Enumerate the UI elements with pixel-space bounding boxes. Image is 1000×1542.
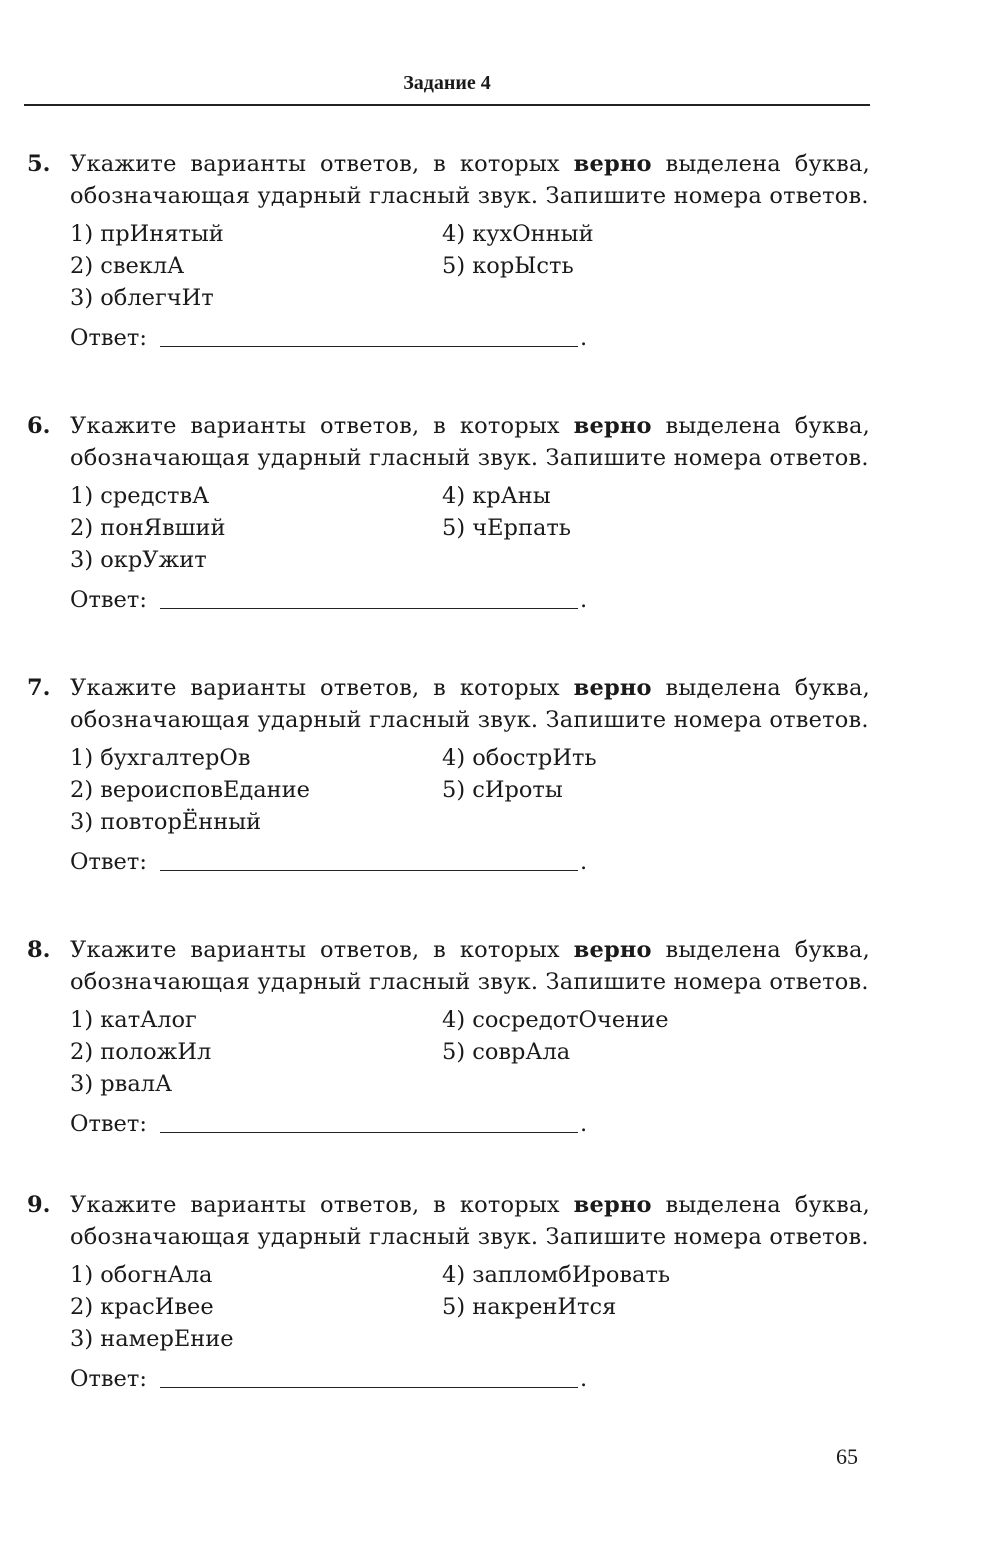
task-5 bbox=[24, 148, 870, 354]
task-6 bbox=[24, 410, 870, 616]
option: 3) рвалА bbox=[70, 1071, 173, 1097]
option bbox=[442, 1323, 862, 1355]
option bbox=[442, 806, 862, 838]
answer-end: . bbox=[580, 849, 588, 875]
page-number: 65 bbox=[836, 1444, 858, 1469]
answer-row bbox=[70, 322, 870, 354]
option: 4) сосредотОчение bbox=[442, 1007, 669, 1033]
option: 5) накренИтся bbox=[442, 1294, 617, 1320]
answer-label: Ответ: bbox=[70, 325, 147, 351]
option: 1) средствА bbox=[70, 483, 210, 509]
answer-end: . bbox=[580, 1111, 588, 1137]
option: 5) корЫсть bbox=[442, 253, 574, 279]
answer-options bbox=[70, 480, 870, 576]
option: 2) понЯвший bbox=[70, 515, 226, 541]
answer-options bbox=[70, 1004, 870, 1100]
answer-end: . bbox=[580, 587, 588, 613]
answer-label: Ответ: bbox=[70, 849, 147, 875]
answer-blank[interactable] bbox=[160, 870, 578, 871]
task-stem: Укажите варианты ответов, в которых верно выделена буква, обозначающая ударный гласный звук. Запишите номера ответов. bbox=[70, 1192, 870, 1250]
option: 1) прИнятый bbox=[70, 221, 224, 247]
task-7 bbox=[24, 672, 870, 878]
option: 1) обогнАла bbox=[70, 1262, 213, 1288]
option: 4) обострИть bbox=[442, 745, 597, 771]
task-stem: Укажите варианты ответов, в которых верно выделена буква, обозначающая ударный гласный звук. Запишите номера ответов. bbox=[70, 151, 870, 209]
option bbox=[442, 282, 862, 314]
answer-blank[interactable] bbox=[160, 1387, 578, 1388]
answer-row bbox=[70, 1108, 870, 1140]
task-number: 8. bbox=[27, 937, 51, 963]
answer-options bbox=[70, 742, 870, 838]
option bbox=[442, 544, 862, 576]
option: 1) бухгалтерОв bbox=[70, 745, 251, 771]
answer-end: . bbox=[580, 1366, 588, 1392]
task-9 bbox=[24, 1189, 870, 1395]
answer-label: Ответ: bbox=[70, 587, 147, 613]
option: 2) красИвее bbox=[70, 1294, 214, 1320]
option: 3) окрУжит bbox=[70, 547, 207, 573]
task-number: 7. bbox=[27, 675, 51, 701]
option: 2) вероисповЕдание bbox=[70, 777, 310, 803]
task-stem: Укажите варианты ответов, в которых верно выделена буква, обозначающая ударный гласный звук. Запишите номера ответов. bbox=[70, 413, 870, 471]
answer-end: . bbox=[580, 325, 588, 351]
answer-options bbox=[70, 1259, 870, 1355]
answer-options bbox=[70, 218, 870, 314]
answer-row bbox=[70, 1363, 870, 1395]
option: 4) запломбИровать bbox=[442, 1262, 671, 1288]
header-divider bbox=[24, 104, 870, 106]
option: 4) крАны bbox=[442, 483, 551, 509]
answer-row bbox=[70, 846, 870, 878]
answer-blank[interactable] bbox=[160, 346, 578, 347]
answer-label: Ответ: bbox=[70, 1111, 147, 1137]
task-number: 9. bbox=[27, 1192, 51, 1218]
section-title: Задание 4 bbox=[403, 72, 491, 94]
option: 5) соврАла bbox=[442, 1039, 571, 1065]
option: 3) повторЁнный bbox=[70, 809, 262, 835]
option: 4) кухОнный bbox=[442, 221, 594, 247]
answer-row bbox=[70, 584, 870, 616]
task-stem: Укажите варианты ответов, в которых верно выделена буква, обозначающая ударный гласный звук. Запишите номера ответов. bbox=[70, 675, 870, 733]
option: 5) сИроты bbox=[442, 777, 563, 803]
task-8 bbox=[24, 934, 870, 1140]
option: 5) чЕрпать bbox=[442, 515, 572, 541]
option: 1) катАлог bbox=[70, 1007, 197, 1033]
option: 2) свеклА bbox=[70, 253, 185, 279]
task-number: 5. bbox=[27, 151, 51, 177]
task-stem: Укажите варианты ответов, в которых верно выделена буква, обозначающая ударный гласный звук. Запишите номера ответов. bbox=[70, 937, 870, 995]
option: 3) облегчИт bbox=[70, 285, 214, 311]
option bbox=[442, 1068, 862, 1100]
task-number: 6. bbox=[27, 413, 51, 439]
answer-blank[interactable] bbox=[160, 608, 578, 609]
option: 3) намерЕние bbox=[70, 1326, 234, 1352]
answer-label: Ответ: bbox=[70, 1366, 147, 1392]
option: 2) положИл bbox=[70, 1039, 212, 1065]
answer-blank[interactable] bbox=[160, 1132, 578, 1133]
